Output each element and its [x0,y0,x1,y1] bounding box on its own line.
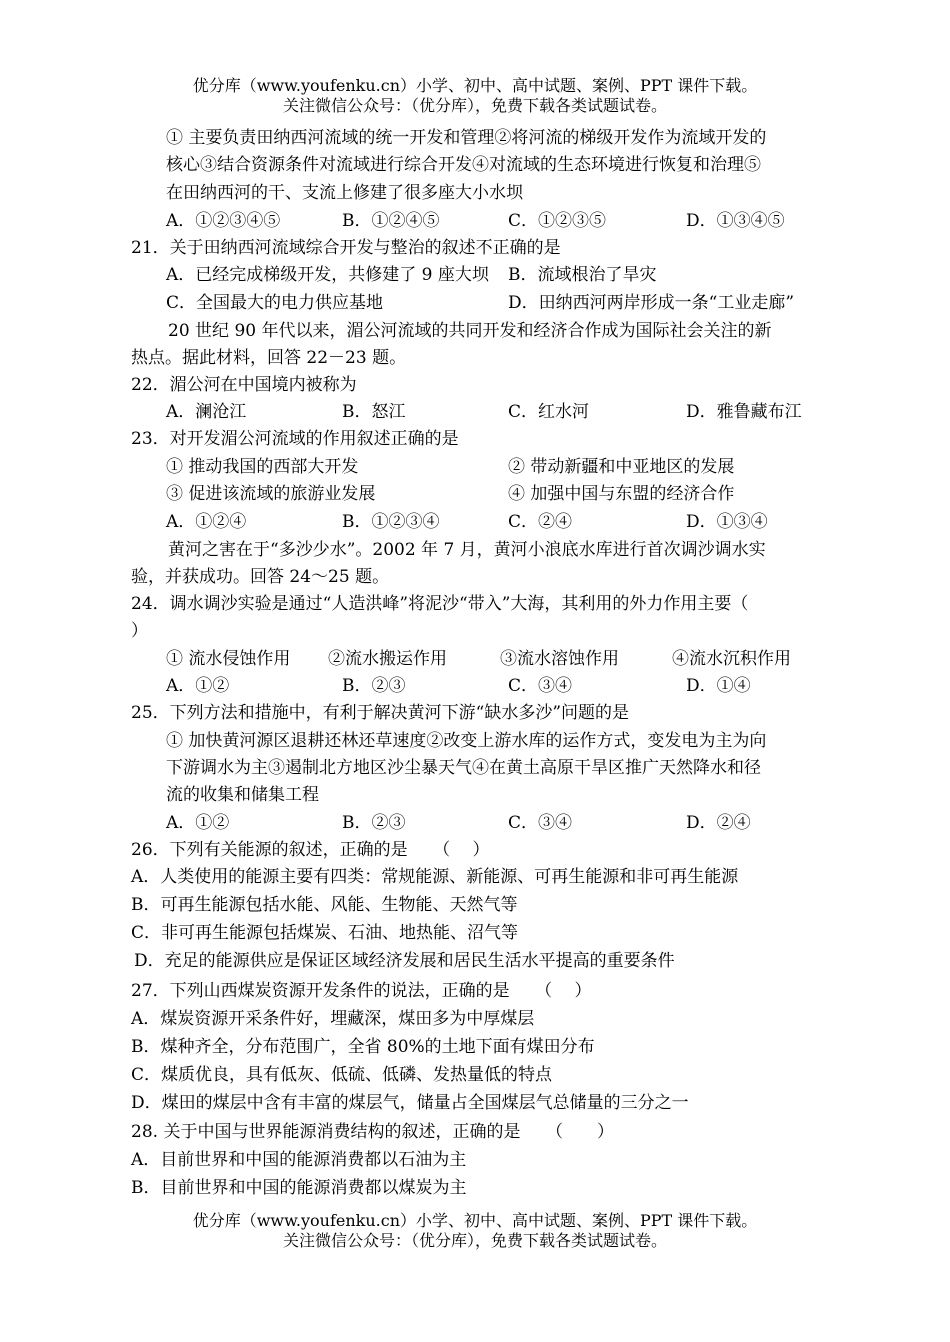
q22-stem: 22．湄公河在中国境内被称为 [131,375,357,395]
q24-statement-4: ④流水沉积作用 [672,649,791,669]
q28-option-a: A．目前世界和中国的能源消费都以石油为主 [131,1150,467,1170]
q27-option-a: A．煤炭资源开采条件好，埋藏深，煤田多为中厚煤层 [131,1009,535,1029]
q26-stem: 26．下列有关能源的叙述，正确的是 （ ） [131,840,490,860]
q25-option-a: A．①② [166,813,230,833]
q25-statement-line-2: 下游调水为主③遏制北方地区沙尘暴天气④在黄土高原干旱区推广天然降水和径 [166,758,761,778]
q24-stem-line-1: 24．调水调沙实验是通过“人造洪峰”将泥沙“带入”大海，其利用的外力作用主要（ [131,594,749,614]
q27-option-b: B．煤种齐全，分布范围广，全省 80%的土地下面有煤田分布 [131,1037,595,1057]
q24-option-a: A．①② [166,676,230,696]
q25-option-c: C．③④ [508,813,573,833]
q27-option-c: C．煤质优良，具有低灰、低硫、低磷、发热量低的特点 [131,1065,553,1085]
q23-statement-1: ① 推动我国的西部大开发 [166,457,359,477]
q24-option-b: B．②③ [342,676,406,696]
q20-option-b: B．①②④⑤ [342,211,440,231]
q26-option-c: C．非可再生能源包括煤炭、石油、地热能、沼气等 [131,923,519,943]
q25-statement-line-1: ① 加快黄河源区退耕还林还草速度②改变上游水库的运作方式，变发电为主为向 [166,731,767,751]
q25-statement-line-3: 流的收集和储集工程 [166,785,319,805]
q26-option-b: B．可再生能源包括水能、风能、生物能、天然气等 [131,895,518,915]
q21-option-a: A．已经完成梯级开发，共修建了 9 座大坝 [166,265,489,285]
q23-option-d: D．①③④ [686,512,768,532]
q20-option-c: C．①②③⑤ [508,211,607,231]
q28-option-b: B．目前世界和中国的能源消费都以煤炭为主 [131,1178,467,1198]
q20-option-d: D．①③④⑤ [686,211,785,231]
q24-statement-3: ③流水溶蚀作用 [500,649,619,669]
footer-line-2: 关注微信公众号：（优分库），免费下载各类试题试卷。 [282,1231,667,1250]
q27-stem: 27．下列山西煤炭资源开发条件的说法，正确的是 （ ） [131,981,592,1001]
q26-option-d: D．充足的能源供应是保证区域经济发展和居民生活水平提高的重要条件 [134,951,675,971]
q21-stem: 21．关于田纳西河流域综合开发与整治的叙述不正确的是 [131,238,561,258]
q22-option-b: B．怒江 [342,402,406,422]
q20-option-a: A．①②③④⑤ [166,211,281,231]
q20-statement-line-2: 核心③结合资源条件对流域进行综合开发④对流域的生态环境进行恢复和治理⑤ [166,155,761,175]
q26-option-a: A．人类使用的能源主要有四类：常规能源、新能源、可再生能源和非可再生能源 [131,867,739,887]
q24-option-c: C．③④ [508,676,573,696]
q23-option-c: C．②④ [508,512,573,532]
q24-option-d: D．①④ [686,676,751,696]
intro-24-line-1: 黄河之害在于“多沙少水”。2002 年 7 月，黄河小浪底水库进行首次调沙调水实 [168,540,766,560]
q23-statement-2: ② 带动新疆和中亚地区的发展 [508,457,735,477]
q21-option-b: B．流域根治了旱灾 [508,265,657,285]
q22-option-a: A．澜沧江 [166,402,247,422]
q23-statement-4: ④ 加强中国与东盟的经济合作 [508,484,735,504]
q21-option-c: C．全国最大的电力供应基地 [166,293,384,313]
intro-22-line-2: 热点。据此材料，回答 22－23 题。 [131,348,407,368]
q23-option-a: A．①②④ [166,512,247,532]
footer-line-1: 优分库（www.youfenku.cn）小学、初中、高中试题、案例、PPT 课件下载。 [192,1211,758,1230]
q22-option-d: D．雅鲁藏布江 [686,402,802,422]
q20-statement-line-3: 在田纳西河的干、支流上修建了很多座大小水坝 [166,183,523,203]
q23-statement-3: ③ 促进该流域的旅游业发展 [166,484,376,504]
q24-statement-2: ②流水搬运作用 [328,649,447,669]
q20-statement-line-1: ① 主要负责田纳西河流域的统一开发和管理②将河流的梯级开发作为流域开发的 [166,128,767,148]
q25-option-b: B．②③ [342,813,406,833]
q24-stem-line-2: ） [131,621,148,641]
q23-stem: 23．对开发湄公河流域的作用叙述正确的是 [131,429,459,449]
q25-stem: 25．下列方法和措施中，有利于解决黄河下游“缺水多沙”问题的是 [131,703,630,723]
q27-option-d: D．煤田的煤层中含有丰富的煤层气，储量占全国煤层气总储量的三分之一 [131,1093,689,1113]
q28-stem: 28. 关于中国与世界能源消费结构的叙述，正确的是 （ ） [131,1122,614,1142]
q23-option-b: B．①②③④ [342,512,440,532]
intro-24-line-2: 验，并获成功。回答 24～25 题。 [131,567,390,587]
header-line-1: 优分库（www.youfenku.cn）小学、初中、高中试题、案例、PPT 课件下载。 [192,76,758,95]
header-line-2: 关注微信公众号：（优分库），免费下载各类试题试卷。 [282,96,667,115]
q25-option-d: D．②④ [686,813,751,833]
q22-option-c: C．红水河 [508,402,590,422]
q21-option-d: D．田纳西河两岸形成一条“工业走廊” [508,293,795,313]
q24-statement-1: ① 流水侵蚀作用 [166,649,291,669]
intro-22-line-1: 20 世纪 90 年代以来，湄公河流域的共同开发和经济合作成为国际社会关注的新 [168,321,772,341]
